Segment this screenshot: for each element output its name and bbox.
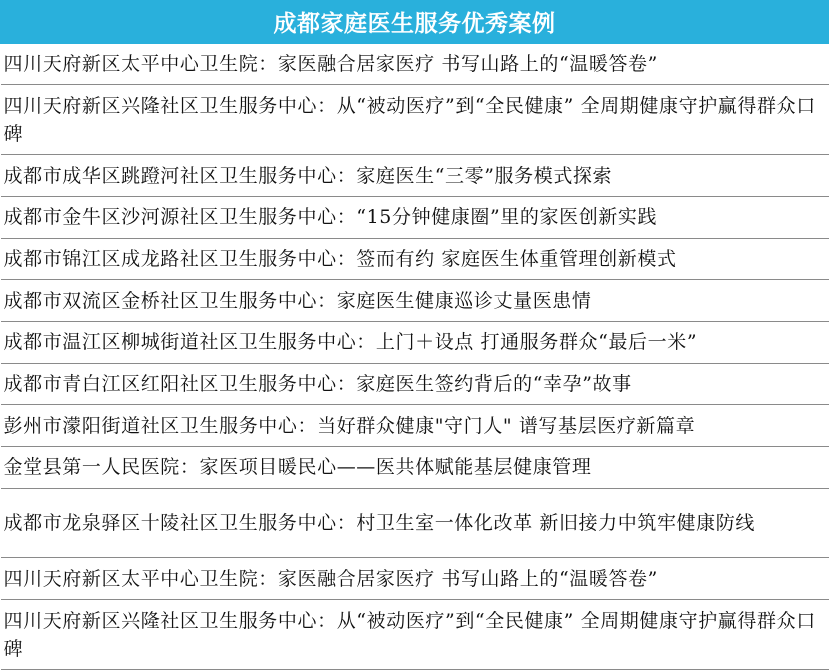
- case-cell: 成都市成华区跳蹬河社区卫生服务中心：家庭医生“三零”服务模式探索: [1, 155, 829, 197]
- case-cell: 成都市青白江区红阳社区卫生服务中心：家庭医生签约背后的“幸孕”故事: [1, 363, 829, 405]
- case-cell: 成都市金牛区沙河源社区卫生服务中心：“15分钟健康圈”里的家医创新实践: [1, 196, 829, 238]
- case-cell: 金堂县第一人民医院：家医项目暖民心——医共体赋能基层健康管理: [1, 446, 829, 488]
- case-cell: 四川天府新区兴隆社区卫生服务中心：从“被动医疗”到“全民健康” 全周期健康守护赢得群众口碑: [1, 600, 829, 670]
- case-cell: 成都市龙泉驿区十陵社区卫生服务中心：村卫生室一体化改革 新旧接力中筑牢健康防线: [1, 488, 829, 558]
- case-cell: 四川天府新区兴隆社区卫生服务中心：从“被动医疗”到“全民健康” 全周期健康守护赢得群众口碑: [1, 85, 829, 155]
- table-row: [1, 196, 829, 238]
- case-cell: 四川天府新区太平中心卫生院：家医融合居家医疗 书写山路上的“温暖答卷”: [1, 558, 829, 600]
- table-row: [1, 85, 829, 155]
- table-title: 成都家庭医生服务优秀案例: [1, 1, 829, 44]
- table-row: [1, 405, 829, 447]
- table-row: [1, 363, 829, 405]
- table-row: [1, 43, 829, 85]
- case-cell: 彭州市濛阳街道社区卫生服务中心：当好群众健康"守门人" 谱写基层医疗新篇章: [1, 405, 829, 447]
- table-row: [1, 446, 829, 488]
- case-cell: 成都市温江区柳城街道社区卫生服务中心：上门＋设点 打通服务群众“最后一米”: [1, 321, 829, 363]
- table-row: [1, 600, 829, 670]
- table-row: [1, 488, 829, 558]
- table-row: [1, 280, 829, 322]
- table-row: [1, 321, 829, 363]
- table-row: [1, 155, 829, 197]
- table-row: [1, 558, 829, 600]
- case-cell: 成都市双流区金桥社区卫生服务中心：家庭医生健康巡诊丈量医患情: [1, 280, 829, 322]
- table-row: [1, 238, 829, 280]
- case-cell: 四川天府新区太平中心卫生院：家医融合居家医疗 书写山路上的“温暖答卷”: [1, 43, 829, 85]
- case-cell: 成都市锦江区成龙路社区卫生服务中心：签而有约 家庭医生体重管理创新模式: [1, 238, 829, 280]
